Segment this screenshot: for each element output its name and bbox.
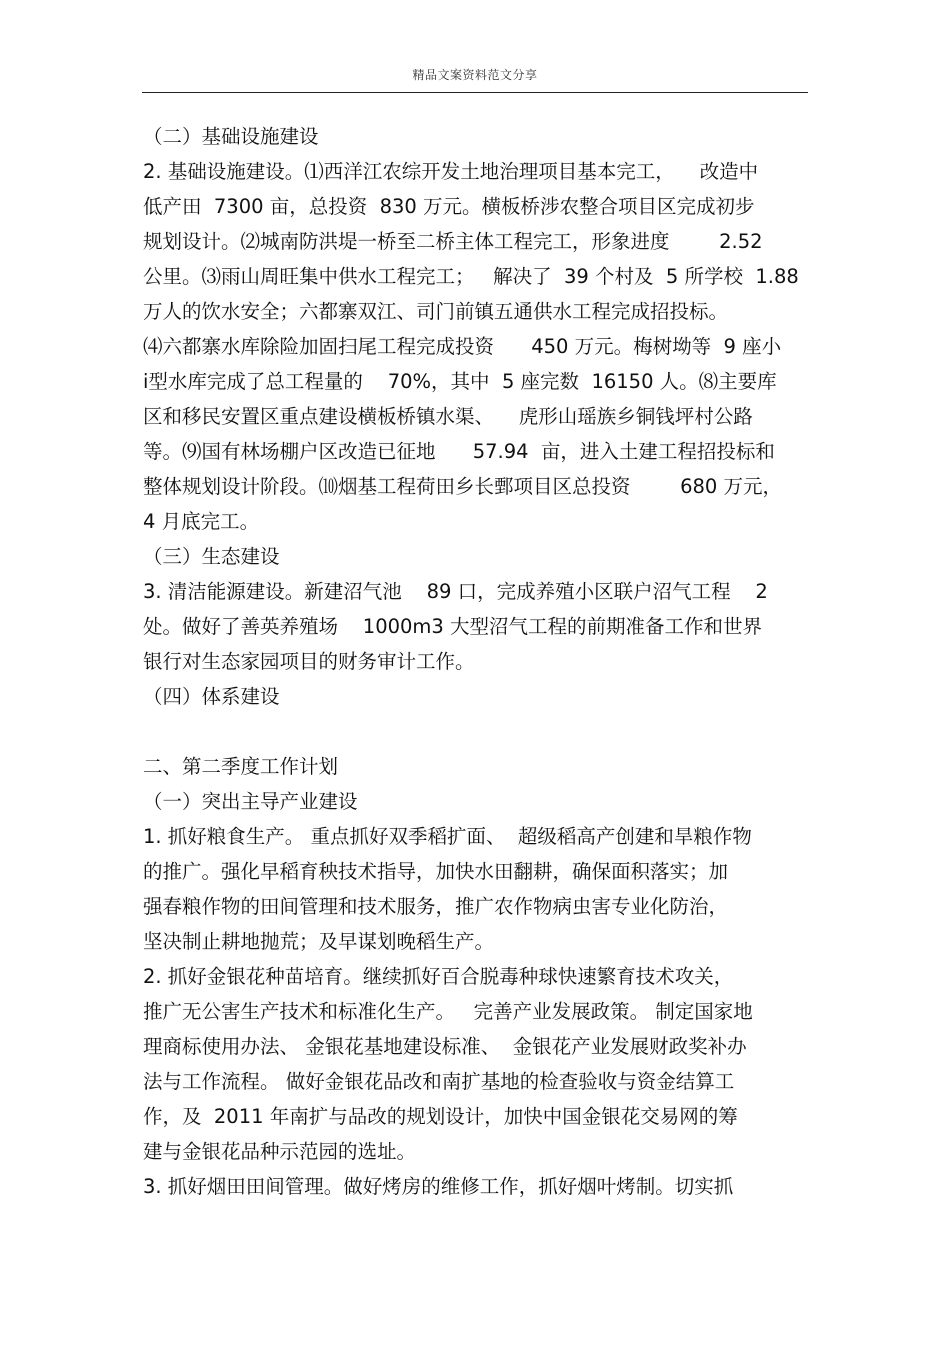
paragraph-line: 4 月底完工。 (143, 510, 260, 533)
paragraph-line: 低产田 7300 亩，总投资 830 万元。横板桥涉农整合项目区完成初步 (143, 195, 755, 218)
page-header (142, 62, 808, 93)
paragraph-line: 坚决制止耕地抛荒；及早谋划晚稻生产。 (143, 930, 495, 953)
paragraph-line: 3. 清洁能源建设。新建沼气池 89 口，完成养殖小区联户沼气工程 2 (143, 580, 768, 603)
section-heading-system: （四）体系建设 (143, 685, 280, 708)
paragraph-line: 2. 抓好金银花种苗培育。继续抓好百合脱毒种球快速繁育技术攻关， (143, 965, 734, 988)
paragraph-line: 理商标使用办法、 金银花基地建设标准、 金银花产业发展财政奖补办 (143, 1035, 747, 1058)
section-heading-industry: （一）突出主导产业建设 (143, 790, 358, 813)
paragraph-line: 1. 抓好粮食生产。 重点抓好双季稻扩面、 超级稻高产创建和旱粮作物 (143, 825, 752, 848)
paragraph-line: 推广无公害生产技术和标准化生产。 完善产业发展政策。 制定国家地 (143, 1000, 753, 1023)
paragraph-line: 万人的饮水安全；六都寨双江、司门前镇五通供水工程完成招投标。 (143, 300, 729, 323)
paragraph-line: 建与金银花品种示范园的选址。 (143, 1140, 417, 1163)
paragraph-line: 公里。⑶雨山周旺集中供水工程完工； 解决了 39 个村及 5 所学校 1.88 (143, 265, 799, 288)
header-text: 精品文案资料范文分享 (412, 68, 538, 82)
paragraph-line: 等。⑼国有林场棚户区改造已征地 57.94 亩，进入土建工程招投标和 (143, 440, 775, 463)
blank-line (143, 714, 813, 749)
paragraph-line: 2. 基础设施建设。⑴西洋江农综开发土地治理项目基本完工， 改造中 (143, 160, 759, 183)
paragraph-line: 强春粮作物的田间管理和技术服务，推广农作物病虫害专业化防治， (143, 895, 729, 918)
paragraph-line: 的推广。强化早稻育秧技术指导，加快水田翻耕，确保面积落实；加 (143, 860, 729, 883)
paragraph-line: 银行对生态家园项目的财务审计工作。 (143, 650, 475, 673)
paragraph-line: 处。做好了善英养殖场 1000m3 大型沼气工程的前期准备工作和世界 (143, 615, 763, 638)
paragraph-line: 3. 抓好烟田田间管理。做好烤房的维修工作，抓好烟叶烤制。切实抓 (143, 1175, 734, 1198)
section-heading-ecology: （三）生态建设 (143, 545, 280, 568)
paragraph-line: ⅰ型水库完成了总工程量的 70%，其中 5 座完数 16150 人。⑻主要库 (143, 370, 777, 393)
paragraph-line: 整体规划设计阶段。⑽烟基工程荷田乡长鄄项目区总投资 680 万元， (143, 475, 783, 498)
paragraph-line: ⑷六都寨水库除险加固扫尾工程完成投资 450 万元。梅树坳等 9 座小 (143, 335, 782, 358)
section-heading-infrastructure: （二）基础设施建设 (143, 125, 319, 148)
paragraph-line: 作，及 2011 年南扩与品改的规划设计，加快中国金银花交易网的筹 (143, 1105, 738, 1128)
paragraph-line: 规划设计。⑵城南防洪堤一桥至二桥主体工程完工，形象进度 2.52 (143, 230, 763, 253)
section-heading-q2-plan: 二、第二季度工作计划 (143, 755, 339, 778)
document-body (143, 119, 813, 1204)
paragraph-line: 法与工作流程。 做好金银花品改和南扩基地的检查验收与资金结算工 (143, 1070, 735, 1093)
paragraph-line: 区和移民安置区重点建设横板桥镇水渠、 虎形山瑶族乡铜钱坪村公路 (143, 405, 753, 428)
